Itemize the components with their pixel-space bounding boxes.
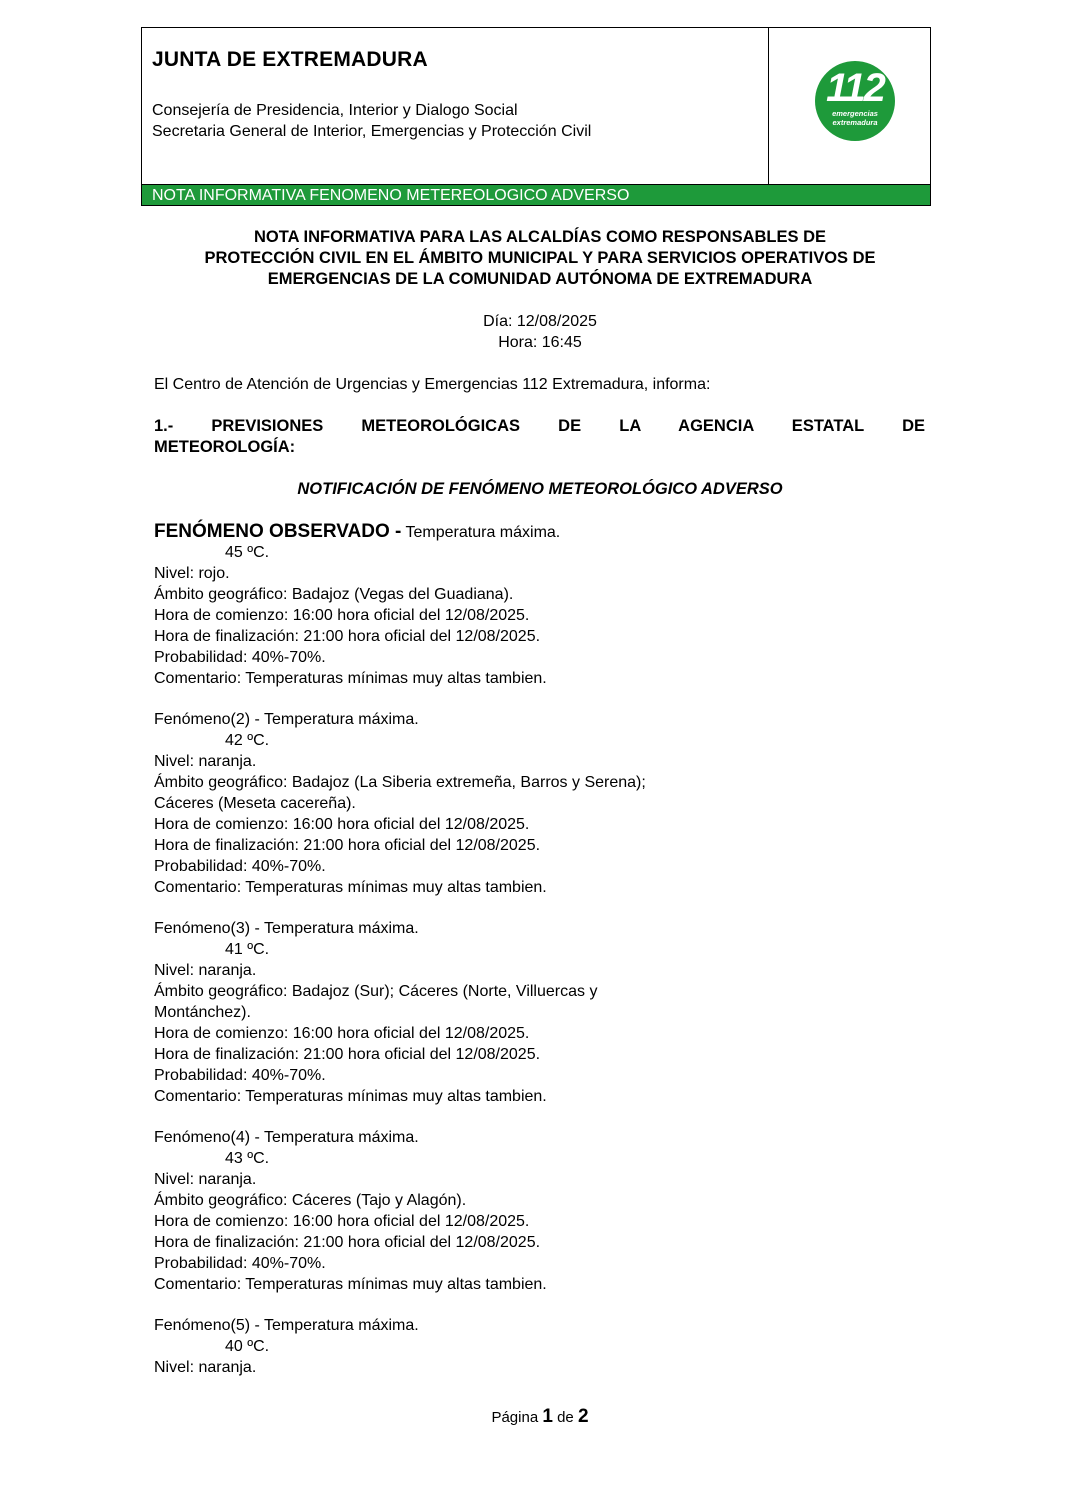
phenomenon-area-cont: Cáceres (Meseta cacereña).: [154, 795, 356, 812]
phenomenon-start: Hora de comienzo: 16:00 hora oficial del 12/08/2025.: [154, 1025, 530, 1042]
page-current: 1: [542, 1406, 553, 1427]
phenomenon-title: FENÓMENO OBSERVADO -: [154, 521, 402, 542]
phenomenon-type: Temperatura máxima.: [259, 1317, 419, 1334]
phenomena-list: [154, 521, 914, 1378]
logo-subtitle: [815, 110, 895, 127]
phenomenon-comment: Comentario: Temperaturas mínimas muy altas tambien.: [154, 879, 547, 896]
header-org-cell: [142, 28, 769, 184]
phenomenon-type: Temperatura máxima.: [259, 920, 419, 937]
phenomenon-3: [154, 918, 914, 1107]
logo-sub-line-2: extremadura: [832, 117, 878, 127]
phenomenon-level: Nivel: naranja.: [154, 962, 257, 979]
department-line-1: Consejería de Presidencia, Interior y Dialogo Social: [152, 102, 518, 119]
phenomenon-level: Nivel: naranja.: [154, 1171, 257, 1188]
header-box: [141, 27, 931, 206]
logo-sub-line-1: emergencias: [832, 109, 878, 118]
phenomenon-level: Nivel: rojo.: [154, 565, 230, 582]
main-title-line-2: PROTECCIÓN CIVIL EN EL ÁMBITO MUNICIPAL Y PARA SERVICIOS OPERATIVOS DE: [204, 249, 876, 267]
phenomenon-value: 43 ºC.: [225, 1150, 270, 1167]
112-logo: [815, 61, 895, 141]
main-title: [150, 227, 930, 290]
phenomenon-title: Fenómeno(2) -: [154, 711, 260, 728]
phenomenon-title: Fenómeno(4) -: [154, 1129, 260, 1146]
intro-text: El Centro de Atención de Urgencias y Emergencias 112 Extremadura, informa:: [154, 376, 711, 393]
phenomenon-4: [154, 1127, 914, 1295]
department-line-2: Secretaria General de Interior, Emergencias y Protección Civil: [152, 123, 592, 140]
phenomenon-value: 41 ºC.: [225, 941, 270, 958]
phenomenon-end: Hora de finalización: 21:00 hora oficial del 12/08/2025.: [154, 628, 541, 645]
time: Hora: 16:45: [498, 334, 582, 351]
main-title-line-3: EMERGENCIAS DE LA COMUNIDAD AUTÓNOMA DE EXTREMADURA: [267, 270, 813, 288]
notification-subtitle: NOTIFICACIÓN DE FENÓMENO METEOROLÓGICO ADVERSO: [297, 480, 783, 498]
phenomenon-type: Temperatura máxima.: [259, 1129, 419, 1146]
phenomenon-value: 42 ºC.: [225, 732, 270, 749]
phenomenon-1: [154, 521, 914, 689]
phenomenon-area: Ámbito geográfico: Cáceres (Tajo y Alagón).: [154, 1192, 467, 1209]
phenomenon-5: [154, 1315, 914, 1378]
phenomenon-title: Fenómeno(3) -: [154, 920, 260, 937]
section-heading-line-1: 1.- PREVISIONES METEOROLÓGICAS DE LA AGENCIA ESTATAL DE: [154, 417, 925, 435]
phenomenon-probability: Probabilidad: 40%-70%.: [154, 858, 326, 875]
date-time-block: [154, 311, 926, 353]
phenomenon-area: Ámbito geográfico: Badajoz (Vegas del Guadiana).: [154, 586, 514, 603]
phenomenon-value: 40 ºC.: [225, 1338, 270, 1355]
phenomenon-end: Hora de finalización: 21:00 hora oficial del 12/08/2025.: [154, 1234, 541, 1251]
phenomenon-end: Hora de finalización: 21:00 hora oficial del 12/08/2025.: [154, 1046, 541, 1063]
phenomenon-start: Hora de comienzo: 16:00 hora oficial del 12/08/2025.: [154, 1213, 530, 1230]
main-title-line-1: NOTA INFORMATIVA PARA LAS ALCALDÍAS COMO RESPONSABLES DE: [254, 228, 826, 246]
phenomenon-probability: Probabilidad: 40%-70%.: [154, 1255, 326, 1272]
header-band: NOTA INFORMATIVA FENOMENO METEREOLOGICO ADVERSO: [142, 184, 930, 205]
section-heading-line-2: METEOROLOGÍA:: [154, 438, 296, 456]
phenomenon-value: 45 ºC.: [225, 544, 270, 561]
logo-cell: [769, 28, 930, 184]
phenomenon-area: Ámbito geográfico: Badajoz (La Siberia extremeña, Barros y Serena);: [154, 774, 646, 791]
phenomenon-type: Temperatura máxima.: [259, 711, 419, 728]
page-label: Página: [491, 1409, 539, 1426]
phenomenon-type: Temperatura máxima.: [401, 524, 561, 541]
phenomenon-comment: Comentario: Temperaturas mínimas muy altas tambien.: [154, 1088, 547, 1105]
page-of-label: de: [557, 1409, 574, 1426]
department-lines: [152, 100, 591, 142]
page-total: 2: [577, 1406, 589, 1427]
phenomenon-end: Hora de finalización: 21:00 hora oficial del 12/08/2025.: [154, 837, 541, 854]
org-title: JUNTA DE EXTREMADURA: [152, 48, 428, 71]
phenomenon-2: [154, 709, 914, 898]
phenomenon-area-cont: Montánchez).: [154, 1004, 251, 1021]
phenomenon-title: Fenómeno(5) -: [154, 1317, 260, 1334]
phenomenon-start: Hora de comienzo: 16:00 hora oficial del 12/08/2025.: [154, 607, 530, 624]
phenomenon-level: Nivel: naranja.: [154, 1359, 257, 1376]
phenomenon-comment: Comentario: Temperaturas mínimas muy altas tambien.: [154, 670, 547, 687]
page-footer: [0, 1405, 1080, 1430]
phenomenon-comment: Comentario: Temperaturas mínimas muy altas tambien.: [154, 1276, 547, 1293]
date: Día: 12/08/2025: [483, 313, 597, 330]
phenomenon-level: Nivel: naranja.: [154, 753, 257, 770]
phenomenon-area: Ámbito geográfico: Badajoz (Sur); Cáceres (Norte, Villuercas y: [154, 983, 598, 1000]
phenomenon-probability: Probabilidad: 40%-70%.: [154, 649, 326, 666]
logo-number: 112: [826, 66, 884, 110]
phenomenon-start: Hora de comienzo: 16:00 hora oficial del 12/08/2025.: [154, 816, 530, 833]
phenomenon-probability: Probabilidad: 40%-70%.: [154, 1067, 326, 1084]
